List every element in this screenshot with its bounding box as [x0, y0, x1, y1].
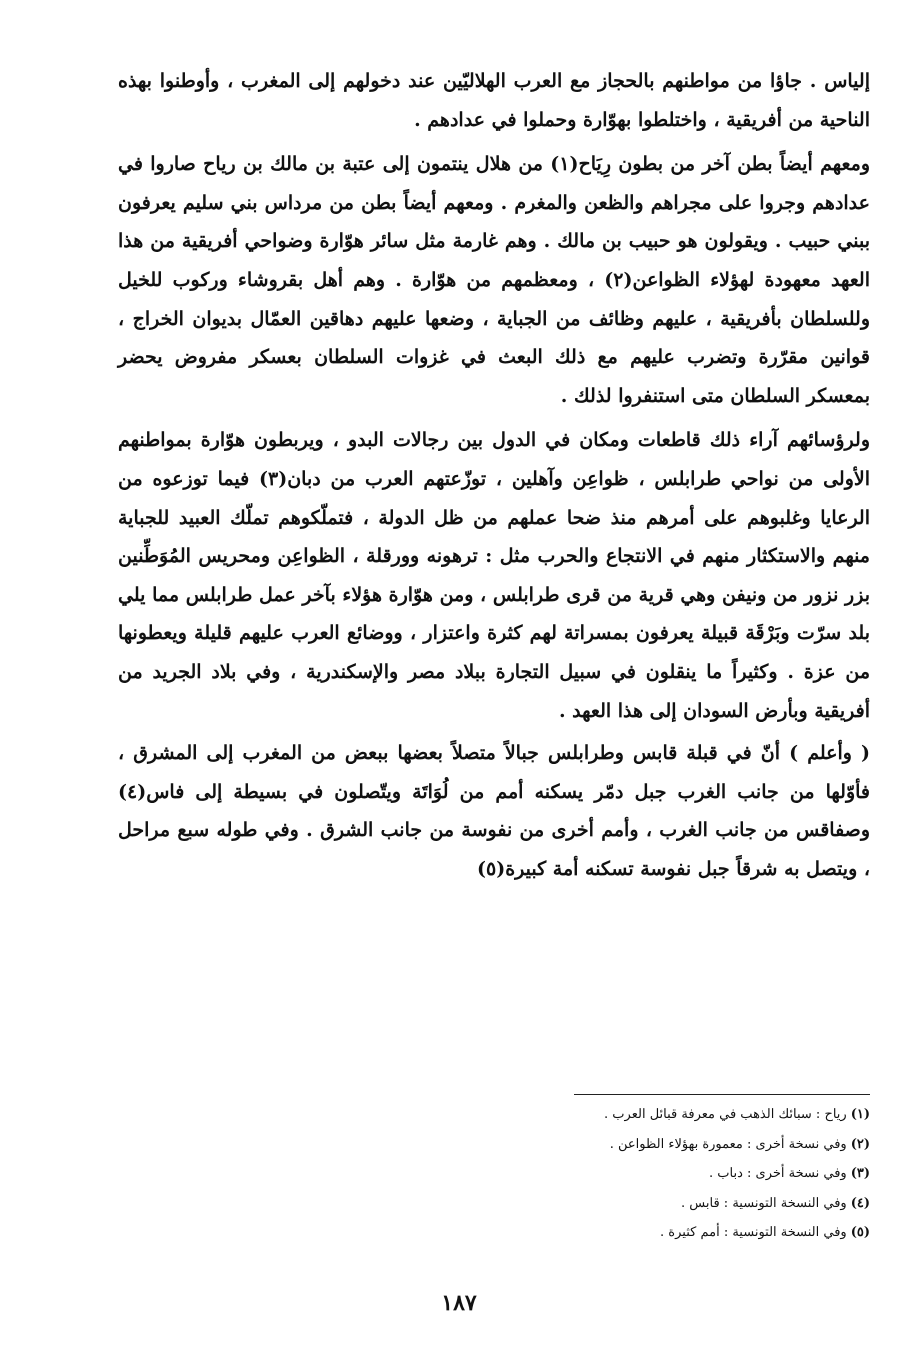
footnote-5: [470, 1218, 870, 1248]
page-number: ١٨٧: [441, 1290, 477, 1316]
footnote-number: (٤): [850, 1195, 870, 1211]
footnote-text: رياح : سبائك الذهب في معرفة قبائل العرب .: [604, 1107, 847, 1122]
paragraph-3: ولرؤسائهم آراء ذلك قاطعات ومكان في الدول بين رجالات البدو ، ويربطون هوّارة بمواطنهم الأولى من نواحي طرابلس ، ظواعِن وآهلين ، توزّعتهم العرب من دبان(٣) فيما توزعوه من الرعايا وغلبوهم على أمرهم منذ ضحا عملهم من ظل الدولة ، فتملّكوهم تملّك العبيد للجباية منهم والاستكثار منهم في الانتجاع والحرب مثل : ترهونه وورقلة ، الظواعِن ومحريس المُوَطِّنين بزر نزور من ونيفن وهي قرية من قرى طرابلس ، ومن هوّارة هؤلاء بآخر عمل طرابلس مما يلي بلد سرّت وبَرْقَة قبيلة يعرفون بمسراتة لهم كثرة واعتزار ، ووضائع العرب عليهم قليلة ويعطونها من عزة . وكثيراً ما ينقلون في سبيل التجارة ببلاد مصر والإسكندرية ، وفي بلاد الجريد من أفريقية وبأرض السودان إلى هذا العهد .: [118, 429, 870, 722]
footnote-number: (٥): [850, 1225, 870, 1240]
footnote-number: (١): [850, 1107, 870, 1122]
footnote-text: وفي النسخة التونسية : قابس .: [681, 1195, 847, 1211]
paragraph-4: ( وأعلم ) أنّ في قبلة قابس وطرابلس جبالاً متصلاً بعضها ببعض من المغرب إلى المشرق ، فأوّلها من جانب الغرب جبل دمّر يسكنه أمم من لُوَاتَة ويتّصلون في بسيطة إلى فاس(٤) وصفاقس من جانب الغرب ، وأمم أخرى من نفوسة من جانب الشرق . وفي طوله سبع مراحل ، ويتصل به شرقاً جبل نفوسة تسكنه أمة كبيرة(٥): [118, 742, 870, 880]
footnote-text: وفي نسخة أخرى : معمورة بهؤلاء الظواعن .: [609, 1136, 847, 1152]
footnote-3: [470, 1159, 870, 1189]
footnote-number: (٣): [850, 1166, 870, 1181]
footnote-text: وفي النسخة التونسية : أمم كثيرة .: [660, 1225, 847, 1240]
footnotes: [470, 1100, 870, 1248]
footnote-number: (٢): [850, 1136, 870, 1152]
footnote-4: [470, 1189, 870, 1219]
main-text: [118, 62, 870, 888]
paragraph-1: إلياس . جاؤا من مواطنهم بالحجاز مع العرب الهلاليّين عند دخولهم إلى المغرب ، وأوطنوا بهذه الناحية من أفريقية ، واختلطوا بهوّارة وحملوا في عدادهم .: [118, 70, 870, 131]
footnote-1: [470, 1100, 870, 1130]
paragraph-2: ومعهم أيضاً بطن آخر من بطون رِيَاح(١) من هلال ينتمون إلى عتبة بن مالك بن رياح صاروا في عدادهم وجروا على مجراهم والظعن والمغرم . ومعهم أيضاً بطن من مرداس بني سليم يعرفون ببني حبيب . ويقولون هو حبيب بن مالك . وهم غارمة مثل سائر هوّارة وضواحي أفريقية من هذا العهد معهودة لهؤلاء الظواعن(٢) ، ومعظمهم من هوّارة . وهم أهل بقروشاء وركوب للخيل وللسلطان بأفريقية ، عليهم وظائف من الجباية ، وضعها عليهم دهاقين العمّال بديوان الخراج ، قوانين مقرّرة وتضرب عليهم مع ذلك البعث في غزوات السلطان بعسكر مفروض يحضر بمعسكر السلطان متى استنفروا لذلك .: [118, 153, 871, 407]
footnote-text: وفي نسخة أخرى : دباب .: [709, 1166, 847, 1181]
footnote-divider: [574, 1094, 870, 1095]
footnote-2: [470, 1130, 870, 1160]
